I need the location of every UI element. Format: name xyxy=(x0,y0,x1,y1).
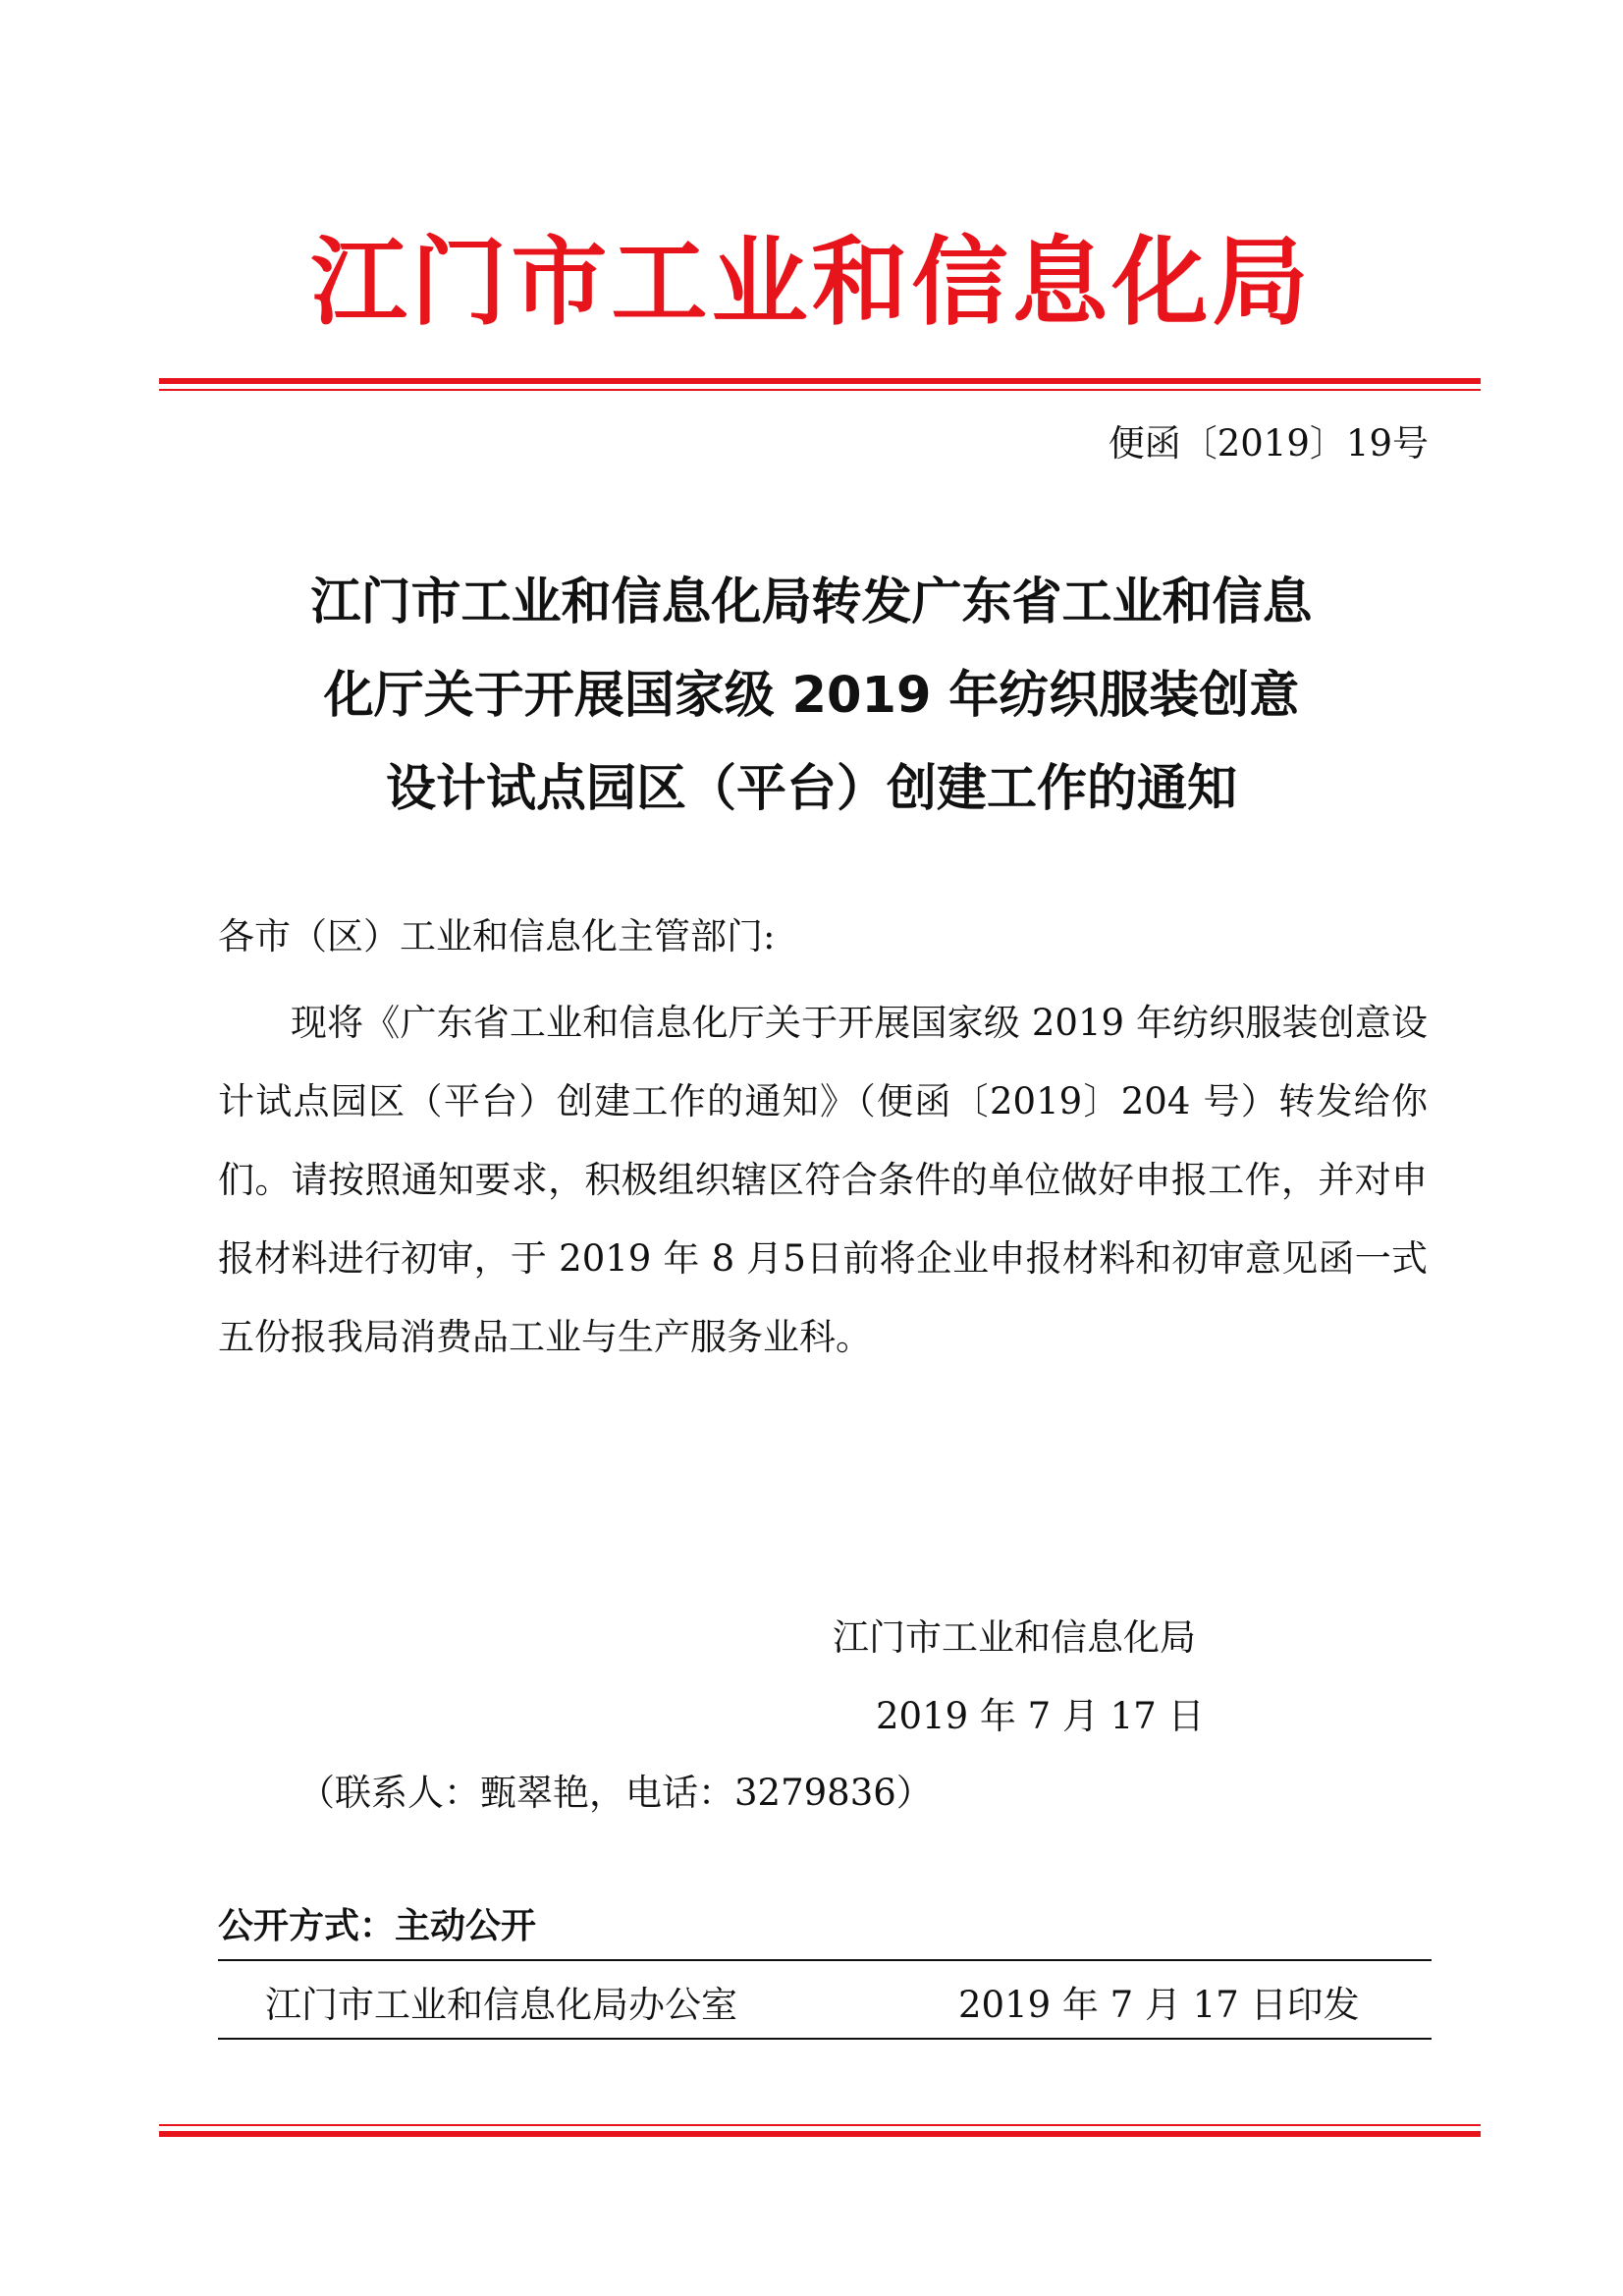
footer-issuer: 江门市工业和信息化局办公室 xyxy=(265,1984,737,2026)
signature-date: 2019 年 7 月 17 日 xyxy=(876,1695,1205,1737)
header-red-rule-thin xyxy=(159,389,1481,391)
document-title-line-2: 化厅关于开展国家级 2019 年纺织服装创意 xyxy=(323,667,1300,725)
document-title-line-1: 江门市工业和信息化局转发广东省工业和信息 xyxy=(310,574,1313,631)
document-number: 便函〔2019〕19号 xyxy=(1108,422,1429,465)
agency-header-title: 江门市工业和信息化局 xyxy=(310,227,1313,339)
footer-rule-top xyxy=(218,1959,1432,1961)
contact-info: （联系人：甄翠艳，电话：3279836） xyxy=(298,1772,933,1814)
document-title-line-3: 设计试点园区（平台）创建工作的通知 xyxy=(385,760,1237,818)
signature-agency: 江门市工业和信息化局 xyxy=(833,1616,1196,1659)
disclosure-method: 公开方式：主动公开 xyxy=(218,1906,537,1946)
body-paragraph: 现将《广东省工业和信息化厅关于开展国家级 2019 年纺织服装创意设计试点园区（平台）创建工作的通知》（便函〔2019〕204 号）转发给你们。请按照通知要求，积极组织辖区符合条件的单位做好申报工作，并对申报材料进行初审，于 2019 年 8 月5日前将企业申报材料和初审意见函一式五份报我局消费品工业与生产服务业科。 xyxy=(218,1002,1428,1358)
bottom-red-rule-thick xyxy=(159,2131,1481,2137)
header-red-rule-thick xyxy=(159,378,1481,384)
footer-issue-date: 2019 年 7 月 17 日印发 xyxy=(958,1984,1360,2026)
bottom-red-rule-thin xyxy=(159,2124,1481,2126)
addressee: 各市（区）工业和信息化主管部门: xyxy=(218,915,776,957)
footer-rule-bottom xyxy=(218,2038,1432,2040)
